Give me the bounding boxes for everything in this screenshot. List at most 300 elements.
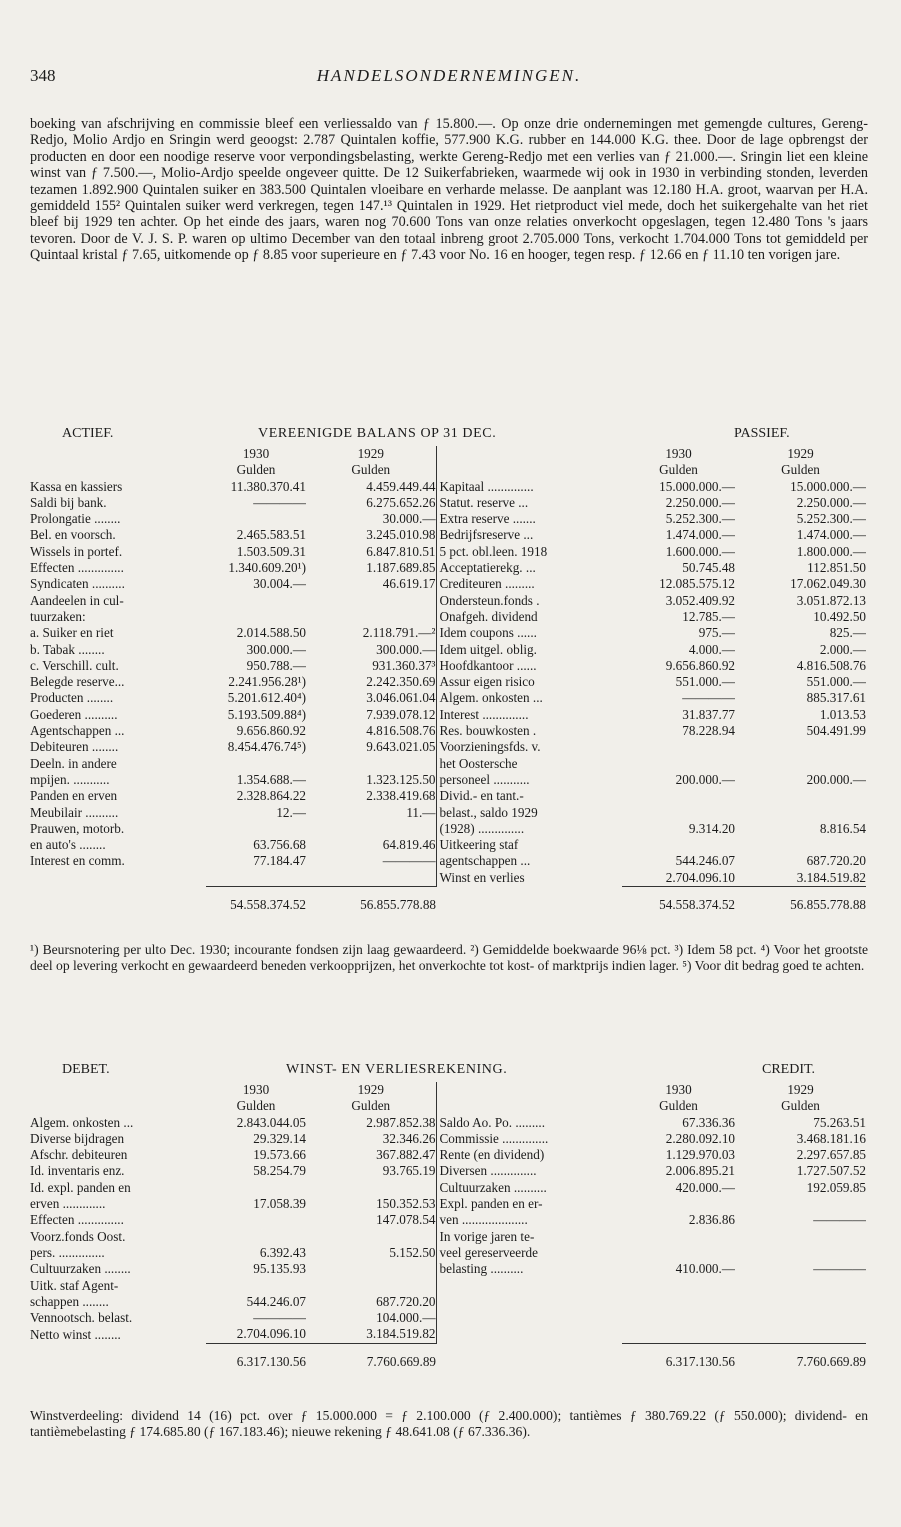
row-label-right: ven .................... xyxy=(436,1212,622,1228)
value-1929: 3.184.519.82 xyxy=(366,1326,436,1342)
row-label-right: Bedrijfsreserve ... xyxy=(436,527,622,543)
value-1929: 3.184.519.82 xyxy=(796,869,866,885)
row-label-left: mpijen. ........... xyxy=(30,771,110,787)
row-label-left: Meubilair .......... xyxy=(30,804,119,820)
value-1929: 1.013.53 xyxy=(819,706,866,722)
value-1930 xyxy=(206,1212,306,1228)
value-1930: 19.573.66 xyxy=(253,1147,306,1163)
passief-heading: PASSIEF. xyxy=(734,426,790,441)
value-1930: 78.228.94 xyxy=(682,723,735,739)
row-label-right xyxy=(436,1310,622,1326)
value-1929: 10.492.50 xyxy=(813,608,866,624)
value-1930: 2.465.583.51 xyxy=(236,527,306,543)
row-label-right: Expl. panden en er- xyxy=(436,1196,622,1212)
table-row xyxy=(30,837,866,853)
value-1929: 4.459.449.44 xyxy=(366,478,436,494)
table-row xyxy=(30,511,866,527)
row-label-left: Effecten .............. xyxy=(30,560,124,576)
row-label-left: Vennootsch. belast. xyxy=(30,1310,133,1326)
row-label-right: Hoofdkantoor ...... xyxy=(436,658,622,674)
value-1929 xyxy=(735,788,866,804)
value-1929 xyxy=(735,1229,866,1245)
year-1929: 1929 xyxy=(787,1082,814,1097)
value-1929 xyxy=(306,1278,436,1294)
value-1929: 112.851.50 xyxy=(807,560,866,576)
unit-label: Gulden xyxy=(236,462,276,478)
value-1929: 11.— xyxy=(406,804,436,820)
table-row xyxy=(30,593,866,609)
row-label-right: Cultuurzaken .......... xyxy=(436,1180,622,1196)
value-1929: ———— xyxy=(813,1261,866,1277)
value-1930: 950.788.— xyxy=(246,657,306,673)
table-row xyxy=(30,1180,866,1196)
table-row xyxy=(30,756,866,772)
value-1930: 9.314.20 xyxy=(688,820,735,836)
row-label-right: belast., saldo 1929 xyxy=(436,805,622,821)
empty-cell xyxy=(30,887,206,914)
row-label-right: belasting .......... xyxy=(436,1261,622,1277)
value-1930 xyxy=(206,593,306,609)
balance-footnotes xyxy=(30,942,868,974)
row-label-right: Extra reserve ....... xyxy=(436,511,622,527)
table-row xyxy=(30,479,866,495)
unit-label: Gulden xyxy=(236,1098,276,1114)
table-row xyxy=(30,1261,866,1277)
value-1930: 200.000.— xyxy=(675,771,735,787)
value-1930: 12.785.— xyxy=(682,608,735,624)
row-label-right: Diversen .............. xyxy=(436,1163,622,1179)
value-1929: 7.939.078.12 xyxy=(366,706,436,722)
value-1930: 29.329.14 xyxy=(253,1130,306,1146)
row-label-left: Agentschappen ... xyxy=(30,723,125,739)
value-1930 xyxy=(622,1310,735,1326)
row-label-right: In vorige jaren te- xyxy=(436,1229,622,1245)
value-1929: 15.000.000.— xyxy=(790,478,866,494)
pl-unit-row xyxy=(30,1098,866,1114)
row-label-right: agentschappen ... xyxy=(436,853,622,869)
row-label-right: Interest .............. xyxy=(436,707,622,723)
row-label-left: Syndicaten .......... xyxy=(30,576,125,592)
value-1929: 2.297.657.85 xyxy=(796,1147,866,1163)
table-row xyxy=(30,1131,866,1147)
value-1929: 32.346.26 xyxy=(382,1130,436,1146)
value-1930 xyxy=(622,788,735,804)
value-1929 xyxy=(735,1278,866,1294)
row-label-left: Goederen .......... xyxy=(30,706,118,722)
row-label-left: Panden en erven xyxy=(30,788,118,804)
value-1929 xyxy=(735,805,866,821)
total-value: 7.760.669.89 xyxy=(306,1343,436,1370)
value-1930 xyxy=(622,756,735,772)
table-row xyxy=(30,658,866,674)
value-1930: 2.836.86 xyxy=(688,1212,735,1228)
table-row xyxy=(30,870,866,887)
unit-label: Gulden xyxy=(659,1098,698,1114)
value-1930: 2.704.096.10 xyxy=(236,1326,306,1342)
table-row xyxy=(30,853,866,869)
value-1930 xyxy=(622,739,735,755)
value-1929: 150.352.53 xyxy=(376,1196,436,1212)
value-1930 xyxy=(206,1229,306,1245)
table-row xyxy=(30,576,866,592)
value-1930: 2.014.588.50 xyxy=(236,625,306,641)
value-1930: 8.454.476.74⁵) xyxy=(227,739,306,755)
year-1930: 1930 xyxy=(242,446,270,461)
value-1929: 2.250.000.— xyxy=(796,494,866,510)
value-1929: 200.000.— xyxy=(806,771,866,787)
value-1929: 3.468.181.16 xyxy=(796,1130,866,1146)
value-1929 xyxy=(306,870,436,887)
row-label-right: Res. bouwkosten . xyxy=(436,723,622,739)
year-1929: 1929 xyxy=(357,446,384,461)
row-label-left: Netto winst ........ xyxy=(30,1326,121,1342)
row-label-right: Idem uitgel. oblig. xyxy=(436,642,622,658)
value-1929: 1.474.000.— xyxy=(796,527,866,543)
value-1930: 31.837.77 xyxy=(682,706,735,722)
value-1930 xyxy=(206,511,306,527)
value-1930: 11.380.370.41 xyxy=(230,478,306,494)
row-label-right: Statut. reserve ... xyxy=(436,495,622,511)
value-1930 xyxy=(622,1245,735,1261)
value-1929: 8.816.54 xyxy=(819,820,866,836)
value-1929: 687.720.20 xyxy=(376,1293,436,1309)
row-label-left: Algem. onkosten ... xyxy=(30,1114,134,1130)
table-row xyxy=(30,1115,866,1131)
row-label-right: Voorzieningsfds. v. xyxy=(436,739,622,755)
value-1930: 2.250.000.— xyxy=(665,494,735,510)
value-1929: 2.000.— xyxy=(819,641,866,657)
running-title: HANDELSONDERNEMINGEN. xyxy=(316,66,582,85)
row-label-right: 5 pct. obl.leen. 1918 xyxy=(436,544,622,560)
row-label-left: erven ............. xyxy=(30,1196,106,1212)
value-1930: 67.336.36 xyxy=(682,1114,735,1130)
value-1929 xyxy=(735,1326,866,1343)
value-1930: 1.354.688.— xyxy=(236,771,306,787)
empty-cell xyxy=(436,1343,622,1370)
actief-heading: ACTIEF. xyxy=(62,426,114,441)
value-1930: 77.184.47 xyxy=(253,853,306,869)
value-1929 xyxy=(306,609,436,625)
value-1930: 95.135.93 xyxy=(253,1261,306,1277)
row-label-left: b. Tabak ........ xyxy=(30,641,105,657)
value-1930: 2.006.895.21 xyxy=(665,1163,735,1179)
value-1930 xyxy=(206,821,306,837)
credit-heading: CREDIT. xyxy=(762,1062,816,1077)
value-1930: 300.000.— xyxy=(246,641,306,657)
value-1930 xyxy=(206,609,306,625)
row-label-left: Cultuurzaken ........ xyxy=(30,1261,131,1277)
value-1929: 551.000.— xyxy=(806,674,866,690)
row-label-right xyxy=(436,1294,622,1310)
unit-label: Gulden xyxy=(351,462,391,478)
row-label-right: Kapitaal .............. xyxy=(436,479,622,495)
table-row xyxy=(30,1245,866,1261)
footnotes-text: ¹) Beursnotering per ulto Dec. 1930; incourante fondsen zijn laag gewaardeerd. ²) Gemiddelde boekwaarde 96⅛ pct. ³) Idem 58 pct. ⁴) Voor het grootste deel op levering verkocht en gewaardeerd beneden verkoopprijzen, het onverkochte tot kost- of marktprijs indien lager. ⁵) Voor dit bedrag goed te achten. xyxy=(30,942,868,973)
value-1930: 12.— xyxy=(276,804,306,820)
value-1929: 3.046.061.04 xyxy=(366,690,436,706)
row-label-right: Crediteuren ......... xyxy=(436,576,622,592)
row-label-right: Winst en verlies xyxy=(436,870,622,887)
value-1929: 46.619.17 xyxy=(382,576,436,592)
value-1929: 64.819.46 xyxy=(382,837,436,853)
value-1930: 9.656.860.92 xyxy=(665,657,735,673)
row-label-left: Id. expl. panden en xyxy=(30,1179,131,1195)
table-row xyxy=(30,1196,866,1212)
value-1930: 420.000.— xyxy=(675,1179,735,1195)
table-row xyxy=(30,788,866,804)
value-1929: 885.317.61 xyxy=(806,690,866,706)
value-1929: 2.242.350.69 xyxy=(366,674,436,690)
value-1929: 1.187.689.85 xyxy=(366,560,436,576)
total-value: 6.317.130.56 xyxy=(206,1343,306,1370)
value-1930 xyxy=(622,1278,735,1294)
value-1929: 75.263.51 xyxy=(813,1114,866,1130)
unit-label: Gulden xyxy=(351,1098,391,1114)
value-1929: 300.000.— xyxy=(376,641,436,657)
table-row xyxy=(30,625,866,641)
value-1930: 12.085.575.12 xyxy=(659,576,735,592)
profit-distribution-text: Winstverdeeling: dividend 14 (16) pct. over ƒ 15.000.000 = ƒ 2.100.000 (ƒ 2.400.000); tantièmes ƒ 380.769.22 (ƒ 550.000); dividend- en tantièmebelasting ƒ 174.685.80 (ƒ 167.183.46); nieuwe rekening ƒ 48.641.08 (ƒ 67.336.36). xyxy=(30,1408,868,1439)
profit-distribution xyxy=(30,1408,868,1440)
totals-row xyxy=(30,887,866,914)
year-1929: 1929 xyxy=(357,1082,384,1097)
value-1929: 192.059.85 xyxy=(806,1179,866,1195)
value-1929: 5.152.50 xyxy=(389,1244,436,1260)
balance-title: VEREENIGDE BALANS OP 31 DEC. xyxy=(258,426,497,441)
year-1929: 1929 xyxy=(787,446,814,461)
value-1929: 1.800.000.— xyxy=(796,543,866,559)
value-1930: 6.392.43 xyxy=(259,1244,306,1260)
value-1930 xyxy=(622,1229,735,1245)
value-1930: 2.328.864.22 xyxy=(236,788,306,804)
row-label-left: Belegde reserve... xyxy=(30,674,125,690)
row-label-left: Diverse bijdragen xyxy=(30,1130,125,1146)
row-label-right: Assur eigen risico xyxy=(436,674,622,690)
row-label-left: Kassa en kassiers xyxy=(30,478,123,494)
totals-row xyxy=(30,1343,866,1370)
value-1929 xyxy=(735,837,866,853)
value-1930: 1.503.509.31 xyxy=(236,543,306,559)
table-row xyxy=(30,495,866,511)
value-1929 xyxy=(735,739,866,755)
page-number: 348 xyxy=(30,66,56,85)
total-value: 56.855.778.88 xyxy=(306,887,436,914)
value-1929: 1.323.125.50 xyxy=(366,771,436,787)
intro-text: boeking van afschrijving en commissie bleef een verliessaldo van ƒ 15.800.—. Op onze drie ondernemingen met gemengde cultures, Gereng-Redjo, Molio Ardjo en Sringin werd geoogst: 2.787 Quintalen koffie, 577.900 K.G. rubber en 144.000 K.G. thee. Door de lage opbrengst der producten en door een noodige reserve voor verpondingsbelasting, werkte Gereng-Redjo met een verlies van ƒ 21.000.—. Sringin liet een kleine winst van ƒ 7.500.—, Molio-Ardjo speelde ongeveer quitte. De 12 Suikerfabrieken, waarmede wij ook in 1930 in verbinding stonden, leverden tezamen 1.892.900 Quintalen suiker en 383.500 Quintalen vloeibare en verharde melasse. De aanplant was 12.180 H.A. groot, waarvan per H.A. gemiddeld 155² Quintalen suiker werd verkregen, tegen 147.¹³ Quintalen in 1929. Het rietproduct viel mede, doch het suikergehalte van het riet bleef bij 1929 ten achter. Op het einde des jaars, waren nog 70.600 Tons van onze relaties onverkocht opgeslagen, tegen 12.480 Tons 's jaars tevoren. Door de V. J. S. P. waren op ultimo December van den totaal inbreng groot 2.705.000 Tons, verkocht 1.704.000 Tons tot gemiddeld per Quintaal kristal ƒ 7.65, uitkomende op ƒ 8.85 voor superieure en ƒ 7.43 voor No. 16 en hooger, tegen resp. ƒ 12.66 en ƒ 11.10 ten vorigen jare. xyxy=(30,116,868,264)
value-1930: 63.756.68 xyxy=(253,837,306,853)
value-1930: 551.000.— xyxy=(675,674,735,690)
value-1930 xyxy=(206,870,306,887)
value-1930: 410.000.— xyxy=(675,1261,735,1277)
row-label-right: Ondersteun.fonds . xyxy=(436,593,622,609)
value-1929: 367.882.47 xyxy=(376,1147,436,1163)
value-1930: 58.254.79 xyxy=(253,1163,306,1179)
value-1929 xyxy=(306,821,436,837)
value-1929: 931.360.37³ xyxy=(372,657,436,673)
value-1930: 1.340.609.20¹) xyxy=(228,560,306,576)
table-row xyxy=(30,707,866,723)
value-1929: 6.847.810.51 xyxy=(366,543,436,559)
unit-label: Gulden xyxy=(781,1098,820,1114)
value-1930: 1.474.000.— xyxy=(665,527,735,543)
row-label-left xyxy=(30,870,206,887)
row-label-right: Acceptatierekg. ... xyxy=(436,560,622,576)
value-1930: 5.252.300.— xyxy=(665,511,735,527)
value-1929: 3.051.872.13 xyxy=(796,592,866,608)
value-1929 xyxy=(306,1180,436,1196)
row-label-left: Voorz.fonds Oost. xyxy=(30,1228,126,1244)
year-1930: 1930 xyxy=(242,1082,270,1097)
value-1930: 975.— xyxy=(698,625,735,641)
row-label-right xyxy=(436,1326,622,1343)
value-1930 xyxy=(206,1278,306,1294)
table-row xyxy=(30,1229,866,1245)
value-1930 xyxy=(622,805,735,821)
table-row xyxy=(30,1212,866,1228)
row-label-right: Idem coupons ...... xyxy=(436,625,622,641)
table-row xyxy=(30,527,866,543)
total-value: 7.760.669.89 xyxy=(735,1343,866,1370)
row-label-right: (1928) .............. xyxy=(436,821,622,837)
total-value: 56.855.778.88 xyxy=(735,887,866,914)
row-label-left: a. Suiker en riet xyxy=(30,625,114,641)
row-label-left: schappen ........ xyxy=(30,1293,109,1309)
value-1930: 3.052.409.92 xyxy=(665,592,735,608)
row-label-right: Commissie .............. xyxy=(436,1131,622,1147)
value-1930: 544.246.07 xyxy=(675,853,735,869)
value-1929: 6.275.652.26 xyxy=(366,494,436,510)
table-row xyxy=(30,1310,866,1326)
row-label-left: Saldi bij bank. xyxy=(30,494,107,510)
intro-paragraph xyxy=(30,116,868,264)
row-label-left: Debiteuren ........ xyxy=(30,739,119,755)
value-1930 xyxy=(622,1326,735,1343)
value-1929: 5.252.300.— xyxy=(796,511,866,527)
table-row xyxy=(30,821,866,837)
table-row xyxy=(30,642,866,658)
value-1929: 17.062.049.30 xyxy=(790,576,866,592)
unit-label: Gulden xyxy=(659,462,698,478)
row-label-left: Id. inventaris enz. xyxy=(30,1163,125,1179)
value-1930: 2.280.092.10 xyxy=(665,1130,735,1146)
value-1929 xyxy=(306,593,436,609)
table-row xyxy=(30,560,866,576)
table-row xyxy=(30,805,866,821)
row-label-right: Algem. onkosten ... xyxy=(436,690,622,706)
table-row xyxy=(30,772,866,788)
table-row xyxy=(30,1147,866,1163)
value-1929 xyxy=(735,1245,866,1261)
balance-table xyxy=(30,446,866,913)
value-1929: 4.816.508.76 xyxy=(796,657,866,673)
empty-cell xyxy=(436,887,622,914)
value-1930 xyxy=(206,1180,306,1196)
row-label-left: pers. .............. xyxy=(30,1244,105,1260)
value-1929: 3.245.010.98 xyxy=(366,527,436,543)
value-1929: 30.000.— xyxy=(382,511,436,527)
value-1929 xyxy=(735,756,866,772)
empty-cell xyxy=(30,1343,206,1370)
balance-headings xyxy=(30,426,868,444)
value-1929: 93.765.19 xyxy=(382,1163,436,1179)
row-label-left: Prolongatie ........ xyxy=(30,511,121,527)
value-1930: 1.600.000.— xyxy=(665,543,735,559)
debet-heading: DEBET. xyxy=(62,1062,110,1077)
total-value: 54.558.374.52 xyxy=(622,887,735,914)
value-1929: 1.727.507.52 xyxy=(796,1163,866,1179)
table-row xyxy=(30,739,866,755)
pl-table xyxy=(30,1082,866,1370)
row-label-left: Aandeelen in cul- xyxy=(30,592,124,608)
value-1930: 544.246.07 xyxy=(246,1293,306,1309)
table-row xyxy=(30,1294,866,1310)
value-1930: 15.000.000.— xyxy=(659,478,735,494)
value-1929: 2.987.852.38 xyxy=(366,1114,436,1130)
row-label-left: Prauwen, motorb. xyxy=(30,820,125,836)
value-1929: 9.643.021.05 xyxy=(366,739,436,755)
value-1930: ———— xyxy=(253,494,306,510)
unit-label: Gulden xyxy=(781,462,820,478)
row-label-left: c. Verschill. cult. xyxy=(30,657,119,673)
value-1930: 5.201.612.40⁴) xyxy=(227,690,306,706)
value-1930: 9.656.860.92 xyxy=(236,723,306,739)
row-label-left: Deeln. in andere xyxy=(30,755,117,771)
total-value: 54.558.374.52 xyxy=(206,887,306,914)
table-row xyxy=(30,723,866,739)
value-1929: ———— xyxy=(382,853,436,869)
value-1930: ———— xyxy=(682,690,735,706)
value-1930: ———— xyxy=(253,1310,306,1326)
value-1930: 50.745.48 xyxy=(682,560,735,576)
row-label-left: tuurzaken: xyxy=(30,608,86,624)
table-row xyxy=(30,1163,866,1179)
value-1930: 17.058.39 xyxy=(253,1196,306,1212)
value-1929 xyxy=(306,756,436,772)
value-1929: 147.078.54 xyxy=(376,1212,436,1228)
balance-unit-row xyxy=(30,462,866,478)
total-value: 6.317.130.56 xyxy=(622,1343,735,1370)
row-label-left: Interest en comm. xyxy=(30,853,125,869)
row-label-right xyxy=(436,1278,622,1294)
row-label-left: Afschr. debiteuren xyxy=(30,1147,128,1163)
value-1929 xyxy=(306,1229,436,1245)
value-1930: 4.000.— xyxy=(688,641,735,657)
value-1930: 1.129.970.03 xyxy=(665,1147,735,1163)
value-1930: 2.241.956.28¹) xyxy=(228,674,306,690)
table-row xyxy=(30,690,866,706)
value-1929: 4.816.508.76 xyxy=(366,723,436,739)
row-label-right: Onafgeh. dividend xyxy=(436,609,622,625)
row-label-right: veel gereserveerde xyxy=(436,1245,622,1261)
value-1929: 2.338.419.68 xyxy=(366,788,436,804)
value-1929: 2.118.791.—² xyxy=(362,625,436,641)
value-1929: 104.000.— xyxy=(376,1310,436,1326)
row-label-left: Producten ........ xyxy=(30,690,114,706)
row-label-right: Uitkeering staf xyxy=(436,837,622,853)
value-1930: 2.704.096.10 xyxy=(665,869,735,885)
year-1930: 1930 xyxy=(665,1082,692,1097)
pl-title: WINST- EN VERLIESREKENING. xyxy=(286,1062,508,1077)
value-1930 xyxy=(622,837,735,853)
value-1930 xyxy=(622,1294,735,1310)
value-1930: 30.004.— xyxy=(253,576,306,592)
value-1929 xyxy=(735,1294,866,1310)
value-1929: ———— xyxy=(813,1212,866,1228)
value-1930: 5.193.509.88⁴) xyxy=(227,706,306,722)
row-label-right: Divid.- en tant.- xyxy=(436,788,622,804)
value-1929 xyxy=(306,1261,436,1277)
year-1930: 1930 xyxy=(665,446,692,461)
